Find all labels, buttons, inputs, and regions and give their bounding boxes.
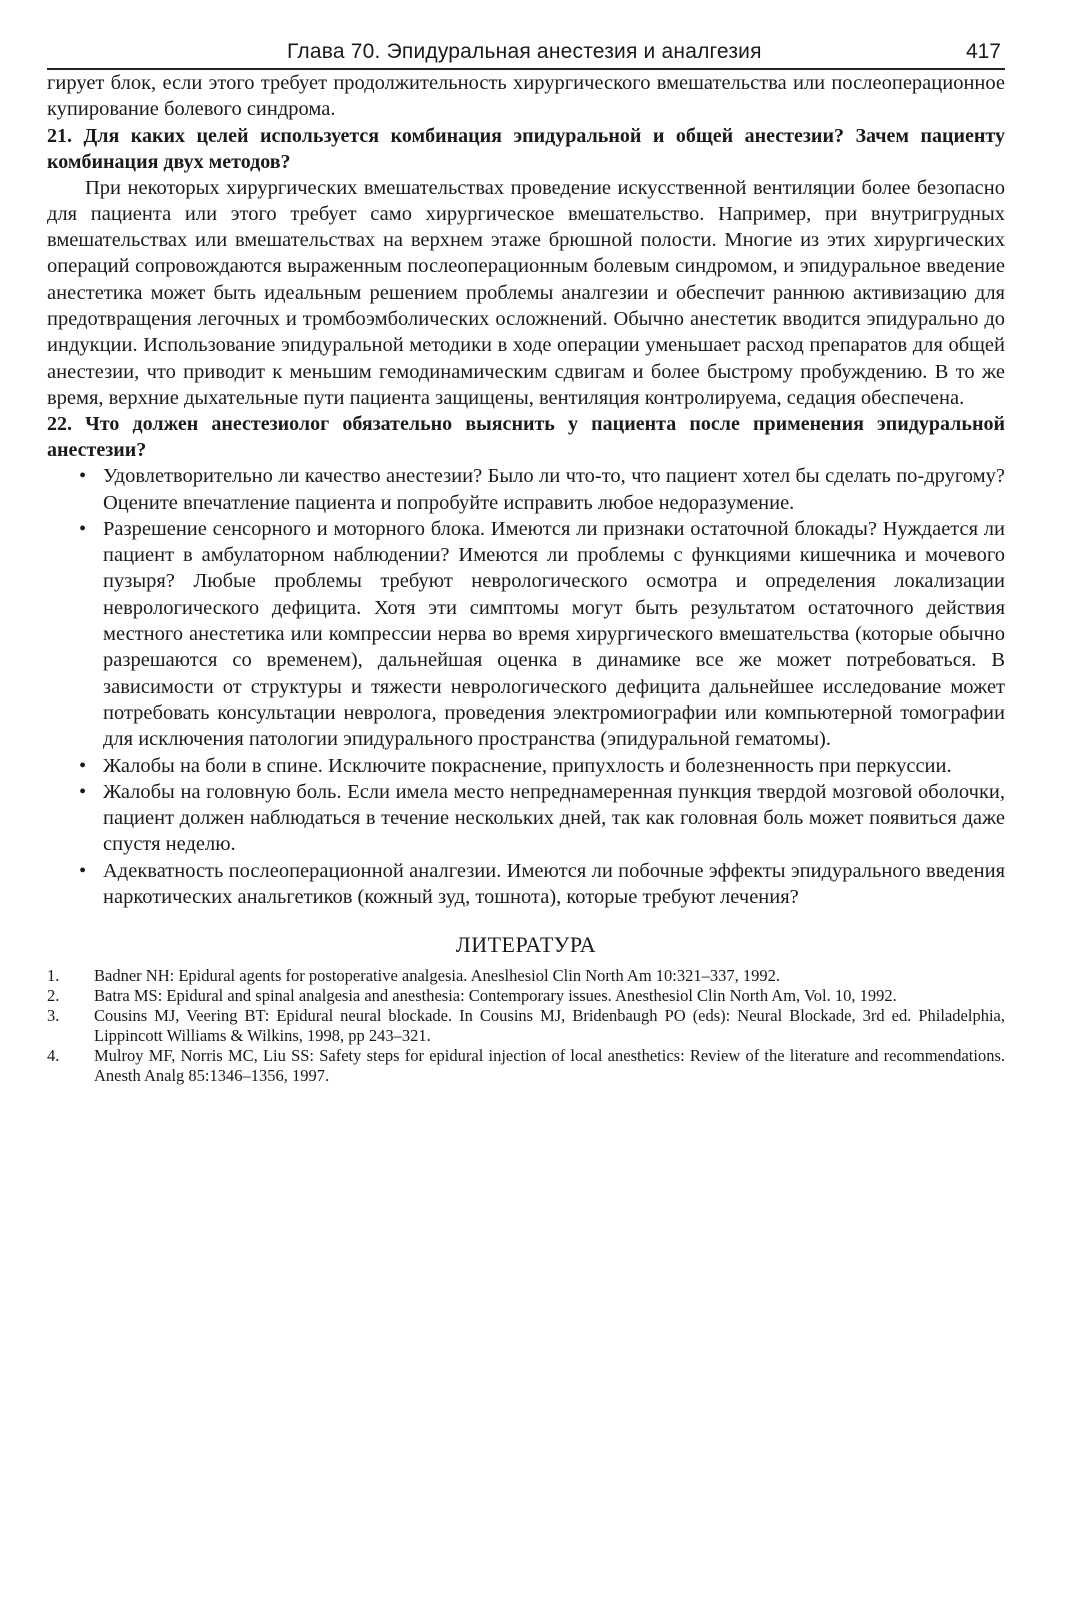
reference-item (47, 1006, 1005, 1046)
question-22-bullet-list (47, 463, 1005, 910)
bullet-item (79, 516, 1005, 753)
bullet-text: Жалобы на боли в спине. Исключите покраснение, припухлость и болезненность при перкуссии. (103, 754, 952, 777)
bullet-icon: • (79, 780, 87, 803)
bullet-icon: • (79, 465, 87, 488)
bullet-text: Разрешение сенсорного и моторного блока. Имеются ли признаки остаточной блокады? Нуждается ли пациент в амбулаторном наблюдении? Имеются ли проблемы с функциями кишечника и мочевого пузыря? Любые проблемы требуют неврологического осмотра и определения локализации неврологического дефицита. Хотя эти симптомы могут быть результатом остаточного действия местного анестетика или компрессии нерва во время хирургического вмешательства (которые обычно разрешаются со временем), дальнейшая оценка в динамике все же может потребоваться. В зависимости от структуры и тяжести неврологического дефицита дальнейшее исследование может потребовать консультации невролога, проведения электромиографии или компьютерной томографии для исключения патологии эпидурального пространства (эпидуральной гематомы). (103, 517, 1005, 751)
bullet-icon: • (79, 859, 87, 882)
bullet-text: Удовлетворительно ли качество анестезии? Было ли что-то, что пациент хотел бы сделать по-другому? Оцените впечатление пациента и попробуйте исправить любое недоразумение. (103, 465, 1005, 514)
reference-number: 2. (47, 986, 60, 1006)
reference-number: 1. (47, 966, 60, 986)
bullet-item (79, 779, 1005, 858)
reference-text: Mulroy MF, Norris MC, Liu SS: Safety steps for epidural injection of local anesthetics: Review of the literature and recommendations. Anesth Analg 85:1346–1356, 1997. (94, 1046, 1005, 1086)
book-page (47, 38, 1005, 1086)
reference-text: Badner NH: Epidural agents for postoperative analgesia. Aneslhesiol Clin North Am 10:321–337, 1992. (94, 966, 781, 986)
bullet-item (79, 858, 1005, 911)
intro-paragraph: гирует блок, если этого требует продолжительность хирургического вмешательства или послеоперационное купирование болевого синдрома. (47, 72, 1005, 121)
main-text (47, 70, 1005, 910)
reference-text: Cousins MJ, Veering BT: Epidural neural blockade. In Cousins MJ, Bridenbaugh PO (eds): Neural Blockade, 3rd ed. Philadelphia, Lippincott Williams & Wilkins, 1998, pp 243–321. (94, 1006, 1005, 1046)
bullet-icon: • (79, 754, 87, 777)
question-21-heading: 21. Для каких целей используется комбинация эпидуральной и общей анестезии? Зачем пациенту комбинация двух методов? (47, 124, 1005, 173)
bullet-text: Жалобы на головную боль. Если имела место непреднамеренная пункция твердой мозговой оболочки, пациент должен наблюдаться в течение нескольких дней, так как головная боль может появиться даже спустя неделю. (103, 780, 1005, 856)
question-22-heading: 22. Что должен анестезиолог обязательно выяснить у пациента после применения эпидуральной анестезии? (47, 413, 1005, 462)
references-heading: ЛИТЕРАТУРА (455, 932, 597, 958)
question-21-answer: При некоторых хирургических вмешательствах проведение искусственной вентиляции более безопасно для пациента или этого требует само хирургическое вмешательство. Например, при внутригрудных вмешательствах или вмешательствах на верхнем этаже брюшной полости. Многие из этих хирургических операций сопровождаются выраженным послеоперационным болевым синдромом, и эпидуральное введение анестетика может быть идеальным решением проблемы аналгезии и обеспечит раннюю активизацию для предотвращения легочных и тромбоэмболических осложнений. Обычно анестетик вводится эпидурально до индукции. Использование эпидуральной методики в ходе операции уменьшает расход препаратов для общей анестезии, что приводит к меньшим гемодинамическим сдвигам и более быстрому пробуждению. В то же время, верхние дыхательные пути пациента защищены, вентиляция контролируема, седация обеспечена. (47, 176, 1005, 409)
page-number: 417 (965, 40, 1001, 63)
chapter-title: Глава 70. Эпидуральная анестезия и аналгезия (287, 40, 762, 63)
bullet-text: Адекватность послеоперационной аналгезии. Имеются ли побочные эффекты эпидурального введения наркотических анальгетиков (кожный зуд, тошнота), которые требуют лечения? (103, 859, 1005, 909)
reference-number: 4. (47, 1046, 60, 1066)
bullet-item (79, 463, 1005, 516)
reference-item (47, 966, 1005, 986)
reference-text: Batra MS: Epidural and spinal analgesia and anesthesia: Contemporary issues. Anesthesiol Clin North Am, Vol. 10, 1992. (94, 986, 897, 1006)
bullet-icon: • (79, 517, 87, 540)
bullet-item (79, 753, 1005, 779)
reference-item (47, 986, 1005, 1006)
reference-number: 3. (47, 1006, 60, 1026)
references-list (47, 966, 1005, 1086)
reference-item (47, 1046, 1005, 1086)
running-header (47, 38, 1005, 70)
